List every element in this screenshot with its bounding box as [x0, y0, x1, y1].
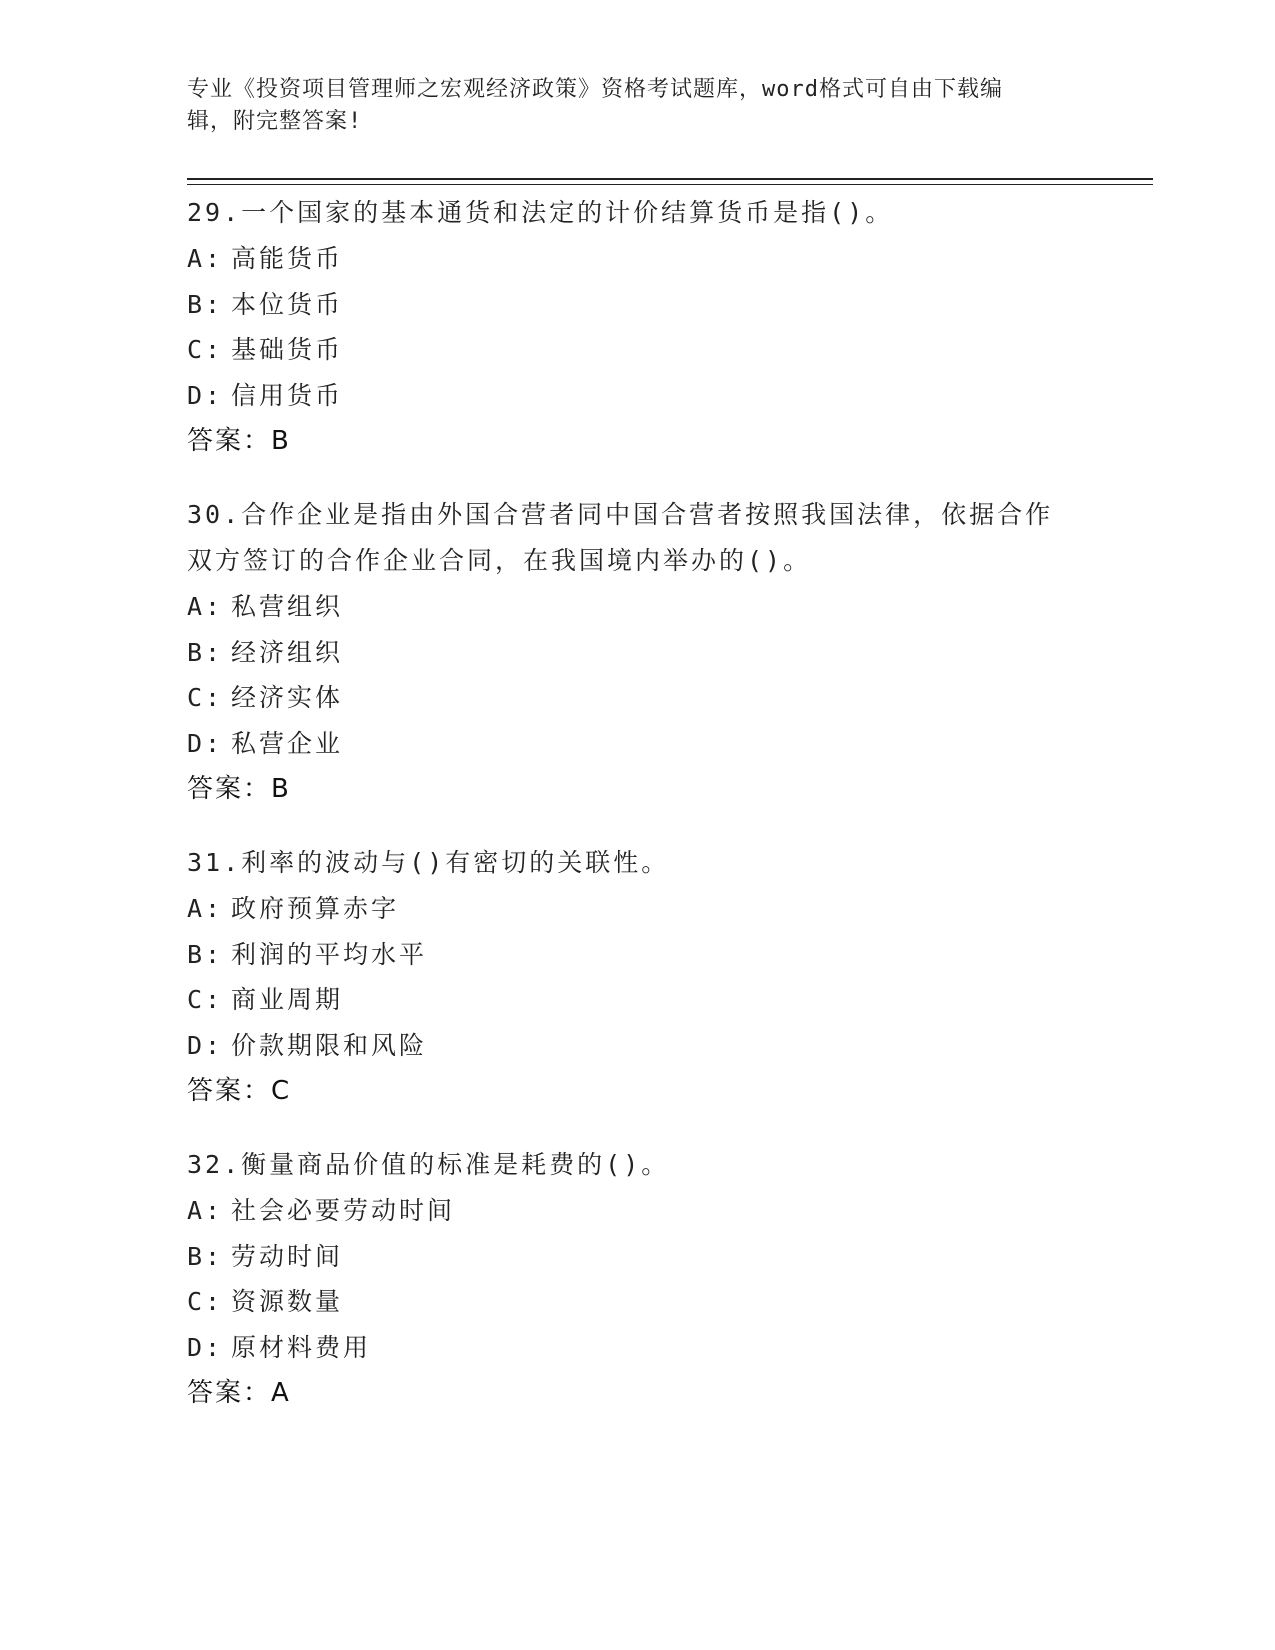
answer-line: [187, 418, 1087, 464]
answer-label: 答案：: [187, 426, 272, 456]
option-c: [187, 327, 1087, 373]
option-text: 社会必要劳动时间: [231, 1196, 456, 1225]
option-letter: B:: [187, 1241, 224, 1271]
option-text: 劳动时间: [231, 1241, 344, 1271]
option-letter: B:: [187, 939, 224, 969]
option-c: [187, 675, 1087, 721]
option-text: 价款期限和风险: [231, 1030, 428, 1060]
answer-line: [187, 1068, 1087, 1114]
option-text: 资源数量: [231, 1287, 344, 1316]
option-text: 利润的平均水平: [231, 939, 428, 969]
option-text: 基础货币: [231, 335, 344, 364]
header-divider: [187, 178, 1153, 185]
option-letter: D:: [187, 1332, 224, 1362]
answer-label: 答案：: [187, 1076, 272, 1106]
question-list: [187, 190, 1087, 1444]
option-b: [187, 282, 1087, 328]
option-letter: A:: [187, 244, 224, 273]
option-letter: C:: [187, 1287, 224, 1316]
option-b: [187, 1234, 1087, 1280]
question-29: [187, 190, 1087, 464]
option-c: [187, 1279, 1087, 1325]
question-32: [187, 1142, 1087, 1416]
option-text: 政府预算赤字: [231, 894, 400, 923]
answer-value: A: [271, 1378, 290, 1408]
option-a: [187, 1188, 1087, 1234]
option-d: [187, 373, 1087, 419]
document-header: [187, 74, 1067, 138]
answer-label: 答案：: [187, 1378, 272, 1408]
question-31: [187, 840, 1087, 1114]
option-d: [187, 1325, 1087, 1371]
option-a: [187, 584, 1087, 630]
option-letter: A:: [187, 894, 224, 923]
option-text: 经济组织: [231, 637, 344, 667]
option-text: 私营企业: [231, 728, 344, 758]
option-text: 原材料费用: [231, 1332, 372, 1362]
option-letter: D:: [187, 1030, 224, 1060]
option-letter: B:: [187, 637, 224, 667]
option-b: [187, 932, 1087, 978]
header-line-2: 辑，附完整答案!: [187, 109, 363, 134]
option-c: [187, 977, 1087, 1023]
option-b: [187, 630, 1087, 676]
option-d: [187, 721, 1087, 767]
option-text: 经济实体: [231, 683, 344, 712]
option-text: 私营组织: [231, 592, 344, 621]
option-a: [187, 236, 1087, 282]
option-letter: A:: [187, 1196, 224, 1225]
option-text: 高能货币: [231, 244, 344, 273]
question-stem-line-2: 双方签订的合作企业合同，在我国境内举办的()。: [187, 546, 812, 575]
option-letter: C:: [187, 335, 224, 364]
option-text: 本位货币: [231, 289, 344, 319]
answer-label: 答案：: [187, 774, 272, 804]
option-letter: A:: [187, 592, 224, 621]
answer-line: [187, 766, 1087, 812]
option-a: [187, 886, 1087, 932]
question-stem: 31.利率的波动与()有密切的关联性。: [187, 848, 670, 877]
option-letter: C:: [187, 683, 224, 712]
answer-value: C: [271, 1076, 291, 1106]
option-d: [187, 1023, 1087, 1069]
question-30: [187, 492, 1087, 812]
option-letter: D:: [187, 380, 224, 410]
answer-line: [187, 1370, 1087, 1416]
answer-value: B: [271, 774, 290, 804]
option-letter: C:: [187, 985, 224, 1014]
option-letter: D:: [187, 728, 224, 758]
question-stem: 29.一个国家的基本通货和法定的计价结算货币是指()。: [187, 198, 894, 227]
option-letter: B:: [187, 289, 224, 319]
question-stem-line-1: 30.合作企业是指由外国合营者同中国合营者按照我国法律，依据合作: [187, 500, 1054, 529]
option-text: 商业周期: [231, 985, 344, 1014]
question-stem: 32.衡量商品价值的标准是耗费的()。: [187, 1150, 670, 1179]
option-text: 信用货币: [231, 380, 344, 410]
header-line-1: 专业《投资项目管理师之宏观经济政策》资格考试题库，word格式可自由下载编: [187, 77, 1003, 102]
answer-value: B: [271, 426, 290, 456]
